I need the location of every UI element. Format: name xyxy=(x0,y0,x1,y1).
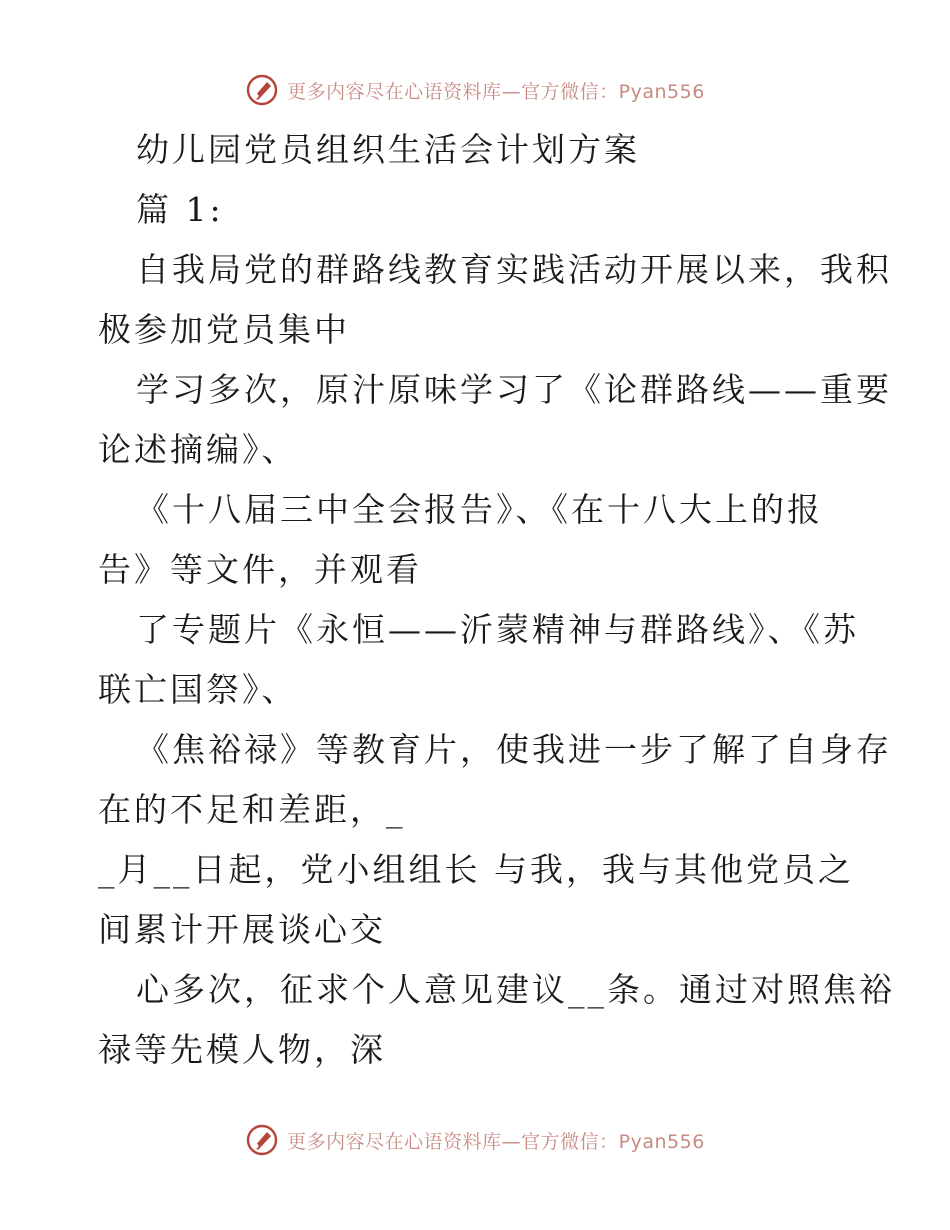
text-line: 幼儿园党员组织生活会计划方案 xyxy=(136,130,640,169)
text-line: 间累计开展谈心交 xyxy=(98,910,386,949)
text-line: 自我局党的群路线教育实践活动开展以来，我积 xyxy=(136,250,892,289)
text-line: 告》等文件，并观看 xyxy=(98,550,422,589)
document-body xyxy=(98,120,895,1080)
text-line: 禄等先模人物，深 xyxy=(98,1030,386,1069)
text-line: 了专题片《永恒——沂蒙精神与群路线》、《苏 xyxy=(136,610,859,649)
text-line: 论述摘编》、 xyxy=(98,430,298,469)
text-line: _月__日起，党小组组长 与我，我与其他党员之 xyxy=(98,850,854,889)
text-line: 极参加党员集中 xyxy=(98,310,350,349)
pen-seal-logo-icon xyxy=(245,73,279,107)
text-line: 学习多次，原汁原味学习了《论群路线——重要 xyxy=(136,370,892,409)
banner-text: 更多内容尽在心语资料库—官方微信：Pyan556 xyxy=(287,80,705,103)
footer-banner xyxy=(0,1120,950,1160)
header-banner xyxy=(0,70,950,110)
text-line: 《十八届三中全会报告》、《在十八大上的报 xyxy=(136,490,823,529)
banner-text: 更多内容尽在心语资料库—官方微信：Pyan556 xyxy=(287,1130,705,1153)
text-line: 在的不足和差距，_ xyxy=(98,790,406,829)
text-line: 心多次，征求个人意见建议__条。通过对照焦裕 xyxy=(136,970,895,1009)
pen-seal-logo-icon xyxy=(245,1123,279,1157)
text-line: 《焦裕禄》等教育片，使我进一步了解了自身存 xyxy=(136,730,892,769)
text-line: 联亡国祭》、 xyxy=(98,670,298,709)
text-line: 篇 1: xyxy=(136,190,224,229)
